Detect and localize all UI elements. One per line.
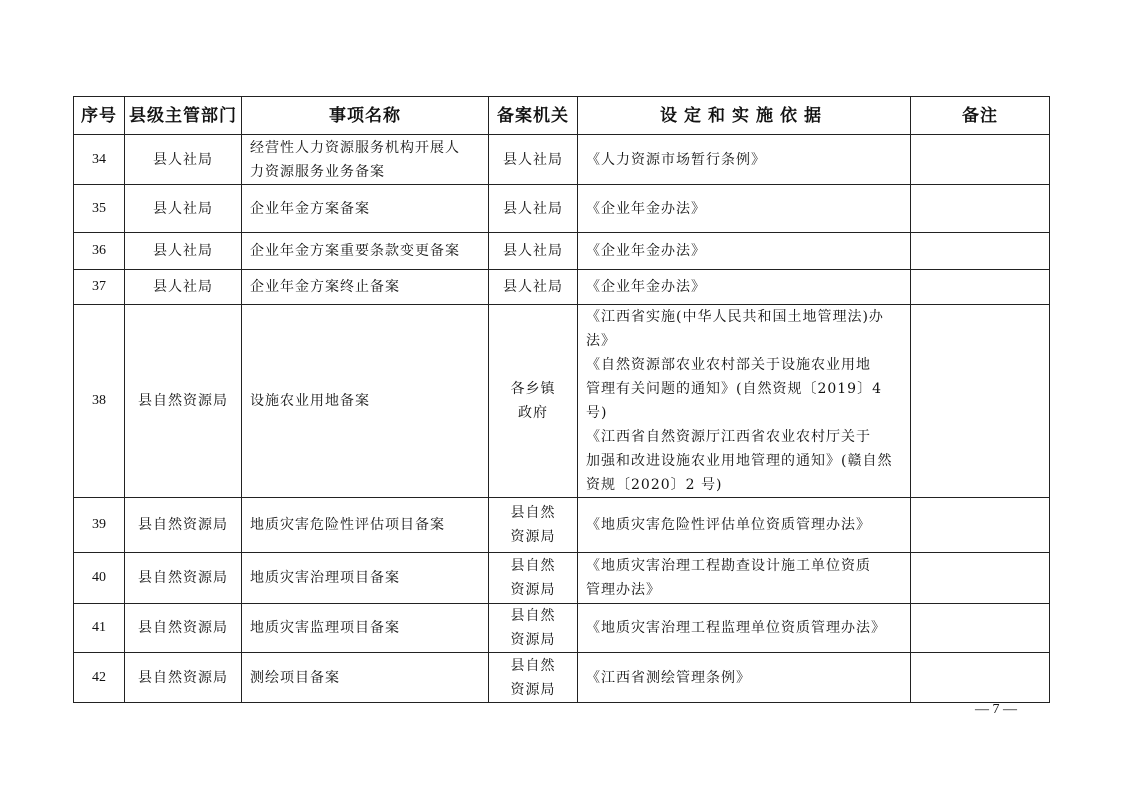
cell-item xyxy=(242,305,489,498)
cell-seq: 37 xyxy=(74,270,125,305)
cell-authority xyxy=(489,553,578,604)
cell-authority xyxy=(489,653,578,703)
cell-item-line: 力资源服务业务备案 xyxy=(250,163,385,180)
cell-basis xyxy=(578,553,911,604)
cell-authority xyxy=(489,305,578,498)
cell-basis xyxy=(578,604,911,653)
cell-basis xyxy=(578,653,911,703)
cell-dept: 县自然资源局 xyxy=(125,653,242,703)
filing-items-table xyxy=(73,96,1050,703)
cell-basis-line: 《企业年金办法》 xyxy=(586,200,706,217)
cell-seq: 34 xyxy=(74,135,125,185)
cell-authority xyxy=(489,604,578,653)
page-number: — 7 — xyxy=(975,702,1017,717)
cell-seq: 36 xyxy=(74,233,125,270)
cell-dept: 县人社局 xyxy=(125,270,242,305)
cell-seq: 40 xyxy=(74,553,125,604)
table-row xyxy=(74,270,1050,305)
cell-authority-line: 县自然 xyxy=(510,608,556,624)
cell-basis-line: 加强和改进设施农业用地管理的通知》(赣自然 xyxy=(586,453,893,469)
cell-authority xyxy=(489,270,578,305)
cell-basis xyxy=(578,270,911,305)
cell-authority-line: 县人社局 xyxy=(503,151,563,168)
cell-dept: 县人社局 xyxy=(125,233,242,270)
cell-remark xyxy=(911,653,1050,703)
cell-basis-line: 资规〔2020〕2 号) xyxy=(586,477,723,493)
cell-authority-line: 县人社局 xyxy=(503,279,563,295)
cell-remark xyxy=(911,185,1050,233)
cell-basis xyxy=(578,233,911,270)
cell-item xyxy=(242,185,489,233)
cell-item-line: 经营性人力资源服务机构开展人 xyxy=(250,139,460,156)
header-seq: 序号 xyxy=(74,97,125,135)
cell-item xyxy=(242,653,489,703)
cell-remark xyxy=(911,553,1050,604)
table-row xyxy=(74,604,1050,653)
cell-authority xyxy=(489,135,578,185)
cell-dept: 县自然资源局 xyxy=(125,604,242,653)
cell-remark xyxy=(911,135,1050,185)
cell-dept: 县自然资源局 xyxy=(125,553,242,604)
cell-basis-line: 《地质灾害治理工程监理单位资质管理办法》 xyxy=(586,620,886,636)
cell-remark xyxy=(911,305,1050,498)
cell-basis-line: 《江西省测绘管理条例》 xyxy=(586,669,751,686)
cell-dept: 县自然资源局 xyxy=(125,498,242,553)
header-remark: 备注 xyxy=(911,97,1050,135)
cell-remark xyxy=(911,233,1050,270)
cell-authority-line: 县人社局 xyxy=(503,243,563,259)
cell-basis xyxy=(578,185,911,233)
cell-authority-line: 各乡镇 xyxy=(510,381,556,397)
cell-dept: 县人社局 xyxy=(125,185,242,233)
cell-basis-line: 管理有关问题的通知》(自然资规〔2019〕4 号) xyxy=(586,381,882,421)
cell-authority xyxy=(489,185,578,233)
cell-item xyxy=(242,270,489,305)
cell-seq: 39 xyxy=(74,498,125,553)
cell-authority-line: 县自然 xyxy=(510,505,556,521)
header-basis: 设定和实施依据 xyxy=(578,97,911,135)
table-row xyxy=(74,135,1050,185)
cell-basis-line: 《企业年金办法》 xyxy=(586,279,706,295)
cell-basis-line: 《自然资源部农业农村部关于设施农业用地 xyxy=(586,357,871,373)
table-row xyxy=(74,305,1050,498)
cell-seq: 41 xyxy=(74,604,125,653)
cell-authority-line: 资源局 xyxy=(510,529,556,545)
cell-basis-line: 《江西省实施(中华人民共和国土地管理法)办 xyxy=(586,309,884,325)
cell-seq: 42 xyxy=(74,653,125,703)
cell-item-line: 设施农业用地备案 xyxy=(250,393,370,409)
table-row xyxy=(74,653,1050,703)
cell-basis-line: 《地质灾害治理工程勘查设计施工单位资质 xyxy=(586,558,871,574)
header-item: 事项名称 xyxy=(242,97,489,135)
table-row xyxy=(74,553,1050,604)
cell-authority-line: 资源局 xyxy=(510,582,556,598)
cell-basis-line: 《江西省自然资源厅江西省农业农村厅关于 xyxy=(586,429,871,445)
table-row xyxy=(74,233,1050,270)
table-header-row xyxy=(74,97,1050,135)
cell-authority-line: 资源局 xyxy=(510,632,556,648)
cell-seq: 38 xyxy=(74,305,125,498)
cell-authority-line: 资源局 xyxy=(510,681,556,698)
cell-item xyxy=(242,233,489,270)
cell-item-line: 企业年金方案备案 xyxy=(250,200,370,217)
cell-authority xyxy=(489,498,578,553)
cell-basis xyxy=(578,135,911,185)
cell-item-line: 企业年金方案重要条款变更备案 xyxy=(250,243,460,259)
cell-remark xyxy=(911,270,1050,305)
cell-item xyxy=(242,498,489,553)
cell-item-line: 地质灾害治理项目备案 xyxy=(250,570,400,586)
cell-item xyxy=(242,553,489,604)
cell-authority-line: 县自然 xyxy=(510,657,556,674)
cell-item xyxy=(242,604,489,653)
cell-item-line: 地质灾害危险性评估项目备案 xyxy=(250,517,445,533)
cell-basis xyxy=(578,305,911,498)
cell-basis-line: 《地质灾害危险性评估单位资质管理办法》 xyxy=(586,517,871,533)
cell-basis xyxy=(578,498,911,553)
cell-item-line: 企业年金方案终止备案 xyxy=(250,279,400,295)
cell-dept: 县自然资源局 xyxy=(125,305,242,498)
cell-remark xyxy=(911,604,1050,653)
cell-item-line: 测绘项目备案 xyxy=(250,669,340,686)
cell-item xyxy=(242,135,489,185)
cell-basis-line: 管理办法》 xyxy=(586,582,661,598)
cell-authority-line: 政府 xyxy=(518,405,548,421)
cell-basis-line: 《人力资源市场暂行条例》 xyxy=(586,151,766,168)
cell-basis-line: 《企业年金办法》 xyxy=(586,243,706,259)
table-body xyxy=(74,135,1050,703)
cell-authority xyxy=(489,233,578,270)
table-row xyxy=(74,498,1050,553)
cell-seq: 35 xyxy=(74,185,125,233)
header-authority: 备案机关 xyxy=(489,97,578,135)
cell-authority-line: 县自然 xyxy=(510,558,556,574)
cell-authority-line: 县人社局 xyxy=(503,200,563,217)
cell-dept: 县人社局 xyxy=(125,135,242,185)
cell-basis-line: 法》 xyxy=(586,333,616,349)
header-dept: 县级主管部门 xyxy=(125,97,242,135)
cell-item-line: 地质灾害监理项目备案 xyxy=(250,620,400,636)
cell-remark xyxy=(911,498,1050,553)
table-row xyxy=(74,185,1050,233)
